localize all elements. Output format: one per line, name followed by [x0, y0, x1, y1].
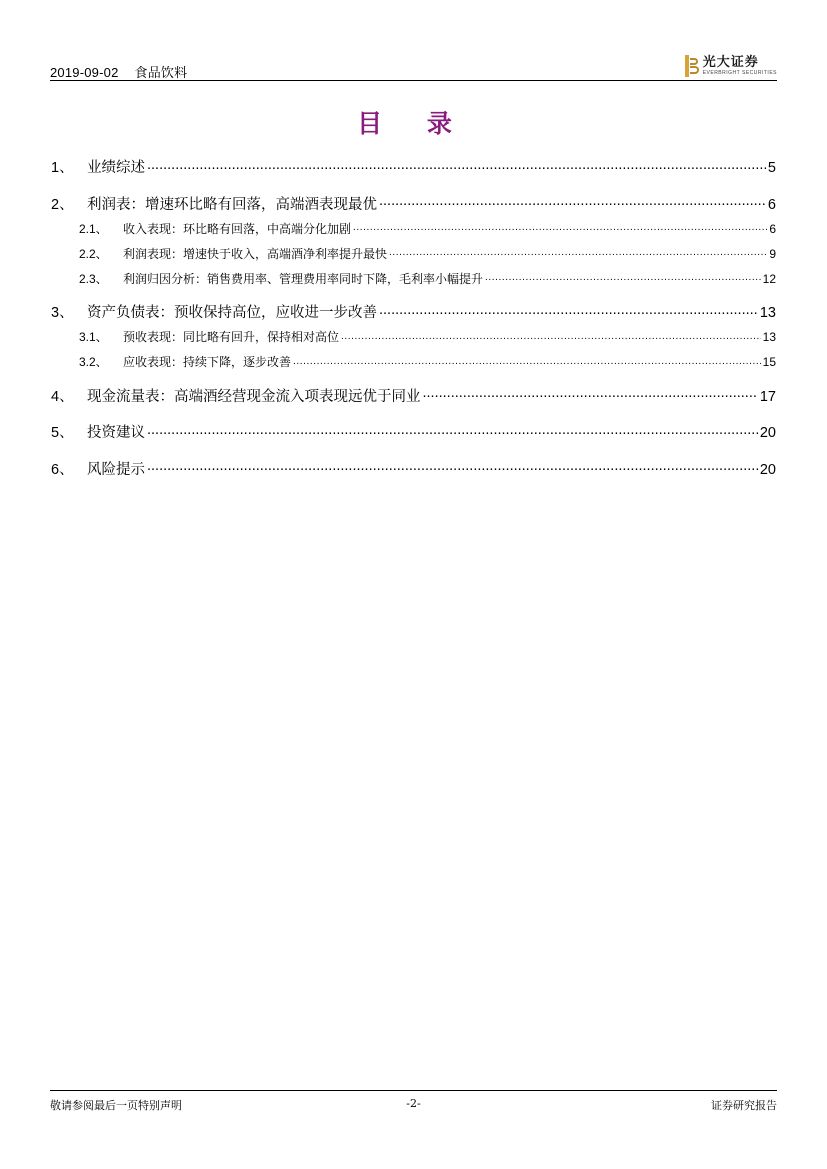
toc-dot-leader — [379, 303, 758, 318]
toc-dot-leader — [147, 459, 758, 474]
report-date: 2019-09-02 — [50, 65, 119, 80]
toc-entry[interactable] — [51, 301, 776, 325]
toc-dot-leader — [353, 221, 767, 233]
toc-dot-leader — [423, 386, 758, 401]
toc-page-number[interactable]: 5 — [767, 160, 776, 176]
toc-entry-title[interactable]: 现金流量表：高端酒经营现金流入项表现远优于同业 — [87, 388, 421, 405]
toc-page-number[interactable]: 20 — [759, 461, 776, 478]
toc-subentry[interactable] — [51, 245, 776, 264]
toc-page-number[interactable]: 6 — [767, 196, 776, 213]
toc-page-number[interactable]: 9 — [769, 246, 776, 261]
toc-title: 目 录 — [357, 109, 470, 138]
toc-dot-leader — [341, 329, 761, 341]
toc-entry-title[interactable]: 收入表现：环比略有回落，中高端分化加剧 — [123, 221, 352, 236]
toc-page-number[interactable]: 13 — [762, 330, 776, 344]
toc-entry-title[interactable]: 利润表：增速环比略有回落，高端酒表现最优 — [87, 196, 377, 213]
table-of-contents — [51, 156, 776, 482]
toc-entry-number: 5、 — [51, 425, 74, 441]
toc-entry-number: 2、 — [51, 196, 74, 213]
toc-entry-title[interactable]: 应收表现：持续下降，逐步改善 — [123, 355, 292, 369]
footer-divider — [50, 1090, 777, 1091]
page-number: -2- — [406, 1097, 421, 1110]
toc-dot-leader — [379, 194, 766, 209]
toc-entry-number: 2.2、 — [79, 246, 108, 261]
footer-report-type: 证券研究报告 — [711, 1099, 777, 1112]
everbright-logo — [685, 52, 777, 80]
toc-subentry[interactable] — [51, 220, 776, 239]
footer-disclaimer: 敬请参阅最后一页特别声明 — [50, 1099, 182, 1112]
toc-entry[interactable] — [51, 458, 776, 482]
toc-page-number[interactable]: 12 — [762, 271, 776, 286]
toc-entry[interactable] — [51, 385, 776, 409]
toc-dot-leader — [147, 158, 766, 173]
toc-entry[interactable] — [51, 421, 776, 445]
toc-dot-leader — [485, 271, 761, 283]
report-category: 食品饮料 — [134, 65, 188, 80]
toc-entry-title[interactable]: 利润归因分析：销售费用率、管理费用率同时下降，毛利率小幅提升 — [123, 271, 484, 286]
toc-entry-number: 3.1、 — [79, 330, 108, 344]
toc-entry-title[interactable]: 业绩综述 — [87, 160, 145, 176]
page-header — [50, 52, 777, 82]
toc-entry-title[interactable]: 风险提示 — [87, 461, 145, 478]
toc-entry-number: 3.2、 — [79, 355, 108, 369]
header-divider — [50, 80, 777, 81]
toc-entry[interactable] — [51, 193, 776, 217]
toc-entry[interactable] — [51, 156, 776, 180]
toc-dot-leader — [389, 246, 767, 258]
toc-page-number[interactable]: 6 — [769, 221, 776, 236]
toc-entry-number: 4、 — [51, 388, 74, 405]
toc-page-number[interactable]: 20 — [759, 425, 776, 441]
toc-entry-title[interactable]: 投资建议 — [87, 425, 145, 441]
toc-entry-title[interactable]: 预收表现：同比略有回升，保持相对高位 — [123, 330, 340, 344]
everbright-logo-icon — [685, 55, 699, 77]
toc-entry-title[interactable]: 资产负债表：预收保持高位，应收进一步改善 — [87, 305, 377, 321]
toc-entry-number: 2.1、 — [79, 221, 108, 236]
toc-entry-number: 1、 — [51, 160, 74, 176]
toc-subentry[interactable] — [51, 328, 776, 347]
logo-chinese-name: 光大证券 — [702, 55, 759, 70]
toc-entry-number: 2.3、 — [79, 271, 108, 286]
toc-dot-leader — [293, 354, 761, 366]
toc-entry-number: 6、 — [51, 461, 74, 478]
toc-subentry[interactable] — [51, 270, 776, 289]
toc-subentry[interactable] — [51, 353, 776, 372]
toc-entry-number: 3、 — [51, 305, 74, 321]
toc-dot-leader — [147, 423, 758, 438]
toc-page-number[interactable]: 13 — [759, 305, 776, 321]
header-meta — [50, 62, 187, 81]
toc-page-number[interactable]: 15 — [762, 355, 776, 369]
toc-entry-title[interactable]: 利润表现：增速快于收入，高端酒净利率提升最快 — [123, 246, 388, 261]
logo-english-name: EVERBRIGHT SECURITIES — [702, 70, 777, 76]
toc-page-number[interactable]: 17 — [759, 388, 776, 405]
